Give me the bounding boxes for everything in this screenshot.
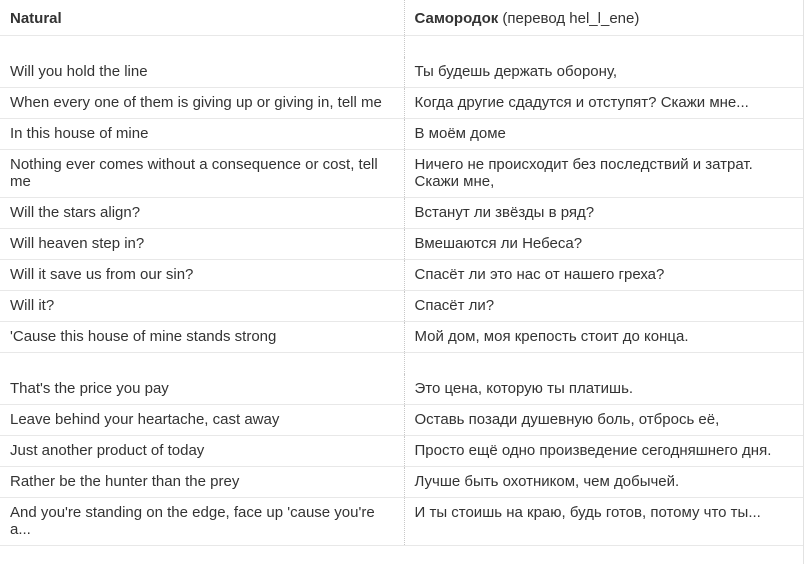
original-lyric: And you're standing on the edge, face up 'cause you're a... <box>0 498 404 546</box>
lyric-row <box>0 260 803 291</box>
lyric-row <box>0 498 803 546</box>
translated-lyric: Спасёт ли это нас от нашего греха? <box>404 260 803 291</box>
lyric-row <box>0 229 803 260</box>
original-lyric: In this house of mine <box>0 119 404 150</box>
original-lyric: When every one of them is giving up or giving in, tell me <box>0 88 404 119</box>
song-title: Natural <box>10 10 62 27</box>
original-lyric: Just another product of today <box>0 436 404 467</box>
original-lyric: Will heaven step in? <box>0 229 404 260</box>
original-lyric: Nothing ever comes without a consequence or cost, tell me <box>0 150 404 198</box>
translated-lyric: В моём доме <box>404 119 803 150</box>
stanza-spacer-row <box>0 353 803 375</box>
spacer-cell-translation <box>404 353 803 375</box>
original-lyric: 'Cause this house of mine stands strong <box>0 322 404 353</box>
spacer-cell-original <box>0 353 404 375</box>
lyric-row <box>0 467 803 498</box>
translation-credit: (перевод hel_l_ene) <box>498 10 640 27</box>
spacer-cell-translation <box>404 36 803 58</box>
lyric-row <box>0 436 803 467</box>
original-lyric: Will you hold the line <box>0 57 404 88</box>
translated-lyric: Это цена, которую ты платишь. <box>404 374 803 405</box>
lyric-row <box>0 150 803 198</box>
spacer-cell-original <box>0 36 404 58</box>
original-lyric: Will it? <box>0 291 404 322</box>
translated-lyric: Ничего не происходит без последствий и затрат. Скажи мне, <box>404 150 803 198</box>
translated-lyric: Спасёт ли? <box>404 291 803 322</box>
translated-lyric: И ты стоишь на краю, будь готов, потому что ты... <box>404 498 803 546</box>
right-edge-border <box>803 0 804 564</box>
original-lyric: Will it save us from our sin? <box>0 260 404 291</box>
translated-lyric: Встанут ли звёзды в ряд? <box>404 198 803 229</box>
lyric-row <box>0 119 803 150</box>
translated-lyric: Вмешаются ли Небеса? <box>404 229 803 260</box>
translated-lyric: Просто ещё одно произведение сегодняшнего дня. <box>404 436 803 467</box>
original-lyric: Leave behind your heartache, cast away <box>0 405 404 436</box>
original-column-header <box>0 0 404 36</box>
original-lyric: That's the price you pay <box>0 374 404 405</box>
lyric-row <box>0 57 803 88</box>
lyric-row <box>0 374 803 405</box>
translation-title: Самородок <box>414 10 499 27</box>
translated-lyric: Оставь позади душевную боль, отбрось её, <box>404 405 803 436</box>
lyric-row <box>0 88 803 119</box>
table-header-row <box>0 0 803 36</box>
lyric-row <box>0 291 803 322</box>
translated-lyric: Когда другие сдадутся и отступят? Скажи мне... <box>404 88 803 119</box>
lyric-row <box>0 322 803 353</box>
lyric-row <box>0 405 803 436</box>
original-lyric: Rather be the hunter than the prey <box>0 467 404 498</box>
translated-lyric: Лучше быть охотником, чем добычей. <box>404 467 803 498</box>
stanza-spacer-row <box>0 36 803 58</box>
lyric-row <box>0 198 803 229</box>
translation-column-header <box>404 0 803 36</box>
translated-lyric: Мой дом, моя крепость стоит до конца. <box>404 322 803 353</box>
original-lyric: Will the stars align? <box>0 198 404 229</box>
translated-lyric: Ты будешь держать оборону, <box>404 57 803 88</box>
